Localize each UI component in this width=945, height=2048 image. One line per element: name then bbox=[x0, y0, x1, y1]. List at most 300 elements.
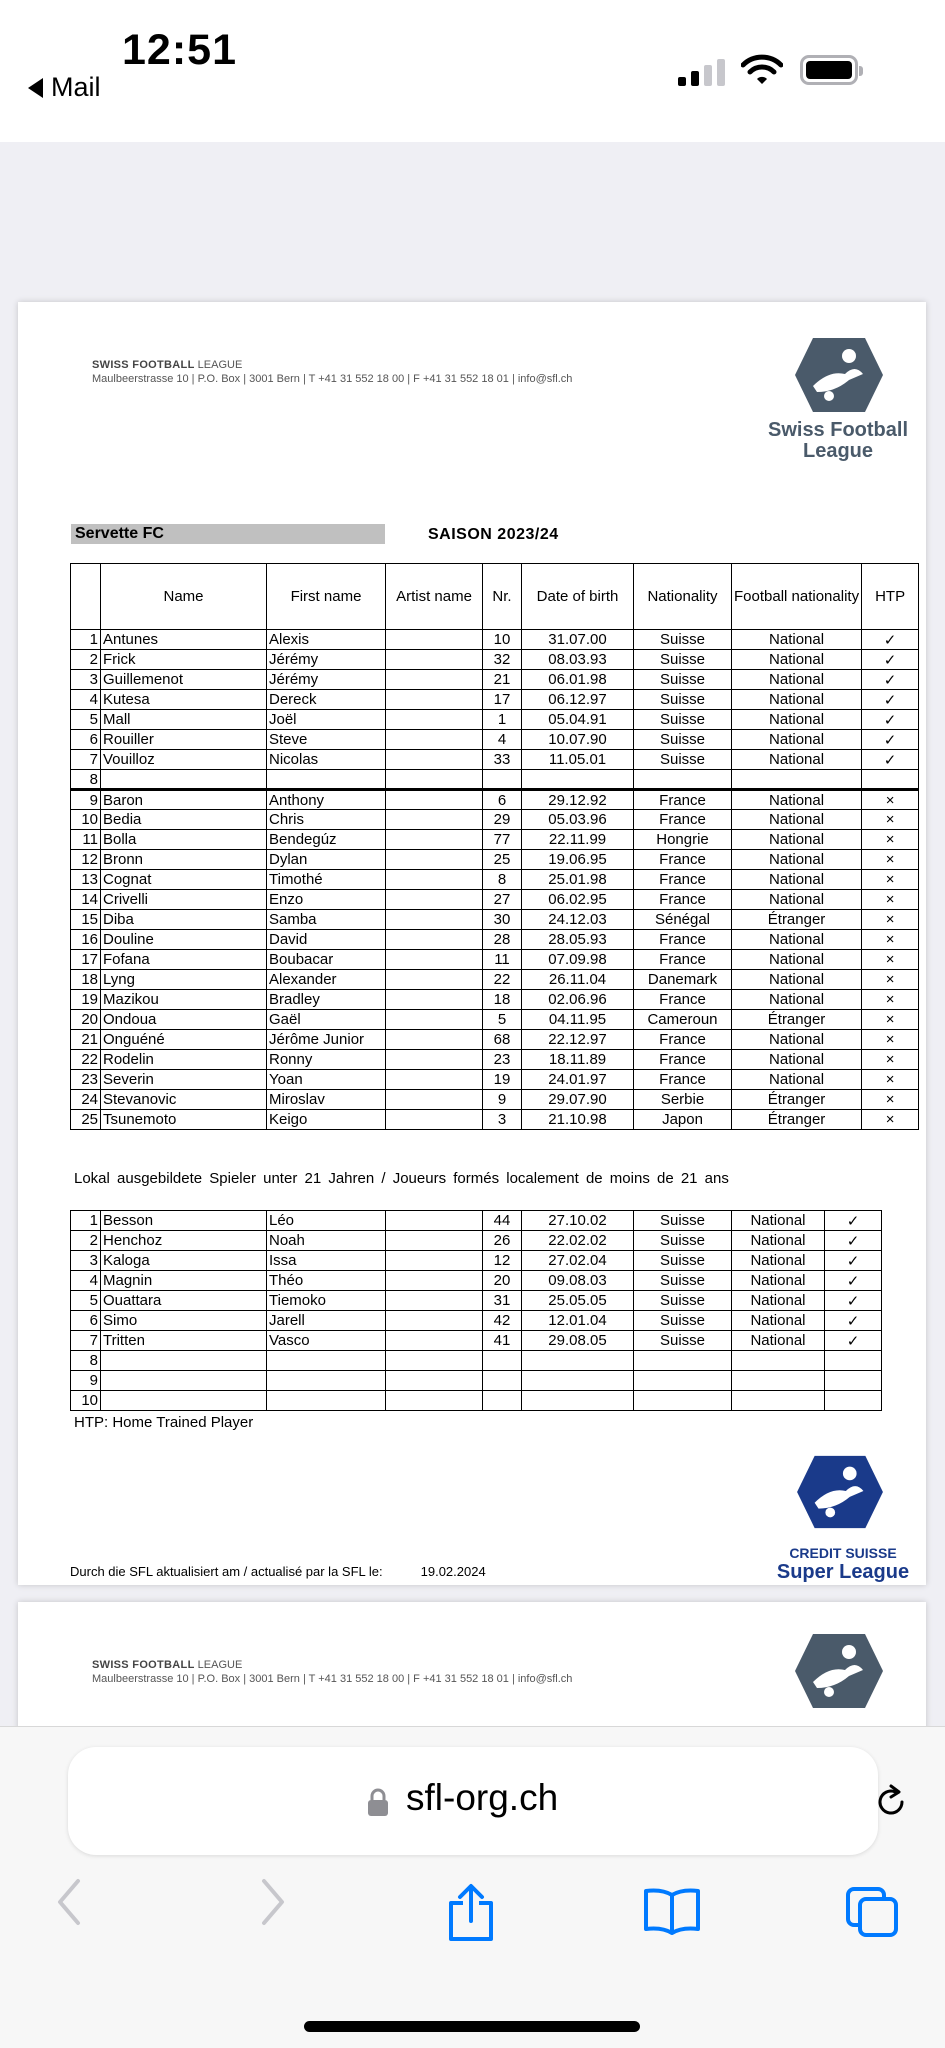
shirt-number-cell: 26 bbox=[483, 1231, 522, 1251]
nationality-cell: France bbox=[634, 930, 732, 950]
artist-name-cell bbox=[386, 970, 483, 990]
nationality-cell: Suisse bbox=[634, 1291, 732, 1311]
artist-name-cell bbox=[386, 670, 483, 690]
letterhead-org-suffix: LEAGUE bbox=[194, 359, 243, 371]
row-number-cell: 19 bbox=[71, 990, 101, 1010]
column-header-last-name: Name bbox=[101, 564, 267, 630]
lock-icon bbox=[366, 1787, 390, 1817]
updated-date: 19.02.2024 bbox=[420, 1564, 486, 1579]
artist-name-cell bbox=[386, 1291, 483, 1311]
first-name-cell: Gaël bbox=[267, 1010, 386, 1030]
htp-mark-cell: ✓ bbox=[862, 670, 919, 690]
reload-icon[interactable] bbox=[872, 1783, 910, 1821]
football-nationality-cell bbox=[732, 1391, 825, 1411]
football-nationality-cell: National bbox=[732, 1050, 862, 1070]
shirt-number-cell: 32 bbox=[483, 650, 522, 670]
football-nationality-cell: National bbox=[732, 1251, 825, 1271]
date-of-birth-cell: 09.08.03 bbox=[522, 1271, 634, 1291]
table-row bbox=[71, 1070, 919, 1090]
first-name-cell: Yoan bbox=[267, 1070, 386, 1090]
football-nationality-cell: National bbox=[732, 1331, 825, 1351]
artist-name-cell bbox=[386, 1251, 483, 1271]
last-name-cell: Simo bbox=[101, 1311, 267, 1331]
shirt-number-cell: 29 bbox=[483, 810, 522, 830]
htp-mark-cell: × bbox=[862, 1070, 919, 1090]
sfl-logo-line2: League bbox=[802, 440, 874, 462]
htp-mark-cell: × bbox=[862, 990, 919, 1010]
first-name-cell: Noah bbox=[267, 1231, 386, 1251]
first-name-cell: Timothé bbox=[267, 870, 386, 890]
first-name-cell: Enzo bbox=[267, 890, 386, 910]
table-row bbox=[71, 650, 919, 670]
htp-mark-cell: × bbox=[862, 810, 919, 830]
first-name-cell: Tiemoko bbox=[267, 1291, 386, 1311]
nationality-cell: Suisse bbox=[634, 1311, 732, 1331]
first-name-cell: Chris bbox=[267, 810, 386, 830]
shirt-number-cell: 4 bbox=[483, 730, 522, 750]
shirt-number-cell: 20 bbox=[483, 1271, 522, 1291]
row-number-cell: 4 bbox=[71, 1271, 101, 1291]
wifi-icon bbox=[741, 54, 783, 86]
sfl-logo-icon bbox=[793, 334, 885, 416]
nationality-cell: Suisse bbox=[634, 710, 732, 730]
htp-mark-cell bbox=[825, 1351, 882, 1371]
table-row bbox=[71, 910, 919, 930]
shirt-number-cell: 17 bbox=[483, 690, 522, 710]
table-row bbox=[71, 1331, 882, 1351]
table-row bbox=[71, 990, 919, 1010]
artist-name-cell bbox=[386, 1351, 483, 1371]
super-league-logo-line2: Super League bbox=[776, 1561, 910, 1583]
first-name-cell: Léo bbox=[267, 1211, 386, 1231]
last-name-cell: Lyng bbox=[101, 970, 267, 990]
shirt-number-cell: 3 bbox=[483, 1110, 522, 1130]
date-of-birth-cell: 29.07.90 bbox=[522, 1090, 634, 1110]
football-nationality-cell: Étranger bbox=[732, 1010, 862, 1030]
table-row bbox=[71, 870, 919, 890]
shirt-number-cell: 44 bbox=[483, 1211, 522, 1231]
last-name-cell: Diba bbox=[101, 910, 267, 930]
nationality-cell bbox=[634, 1351, 732, 1371]
pdf-page bbox=[18, 302, 926, 1585]
table-row bbox=[71, 1030, 919, 1050]
row-number-cell: 20 bbox=[71, 1010, 101, 1030]
nationality-cell bbox=[634, 1391, 732, 1411]
htp-mark-cell: ✓ bbox=[825, 1271, 882, 1291]
shirt-number-cell: 1 bbox=[483, 710, 522, 730]
letterhead bbox=[92, 358, 572, 386]
table-row bbox=[71, 770, 919, 790]
row-number-cell: 24 bbox=[71, 1090, 101, 1110]
artist-name-cell bbox=[386, 1070, 483, 1090]
date-of-birth-cell: 06.01.98 bbox=[522, 670, 634, 690]
column-header-first-name: First name bbox=[267, 564, 386, 630]
table-row bbox=[71, 1251, 882, 1271]
roster-table bbox=[70, 563, 919, 1130]
bookmarks-icon[interactable] bbox=[642, 1887, 702, 1935]
date-of-birth-cell: 04.11.95 bbox=[522, 1010, 634, 1030]
column-header-row-number bbox=[71, 564, 101, 630]
table-row bbox=[71, 1110, 919, 1130]
tabs-icon[interactable] bbox=[844, 1885, 900, 1939]
nationality-cell: Suisse bbox=[634, 690, 732, 710]
table-row bbox=[71, 1090, 919, 1110]
table-row bbox=[71, 790, 919, 810]
date-of-birth-cell: 06.12.97 bbox=[522, 690, 634, 710]
last-name-cell: Bolla bbox=[101, 830, 267, 850]
artist-name-cell bbox=[386, 710, 483, 730]
date-of-birth-cell: 22.11.99 bbox=[522, 830, 634, 850]
first-name-cell: Ronny bbox=[267, 1050, 386, 1070]
date-of-birth-cell: 24.12.03 bbox=[522, 910, 634, 930]
htp-mark-cell: ✓ bbox=[825, 1331, 882, 1351]
table-row bbox=[71, 1311, 882, 1331]
table-row bbox=[71, 1271, 882, 1291]
nationality-cell bbox=[634, 1371, 732, 1391]
artist-name-cell bbox=[386, 910, 483, 930]
address-bar[interactable] bbox=[68, 1747, 878, 1855]
shirt-number-cell: 21 bbox=[483, 670, 522, 690]
first-name-cell bbox=[267, 1351, 386, 1371]
last-name-cell: Douline bbox=[101, 930, 267, 950]
row-number-cell: 5 bbox=[71, 1291, 101, 1311]
shirt-number-cell bbox=[483, 770, 522, 790]
last-name-cell: Rouiller bbox=[101, 730, 267, 750]
first-name-cell: Alexis bbox=[267, 630, 386, 650]
htp-mark-cell: × bbox=[862, 950, 919, 970]
row-number-cell: 11 bbox=[71, 830, 101, 850]
back-nav-icon[interactable] bbox=[54, 1877, 84, 1927]
date-of-birth-cell: 21.10.98 bbox=[522, 1110, 634, 1130]
artist-name-cell bbox=[386, 850, 483, 870]
table-row bbox=[71, 1291, 882, 1311]
pdf-viewer[interactable] bbox=[0, 142, 945, 1726]
last-name-cell: Kutesa bbox=[101, 690, 267, 710]
football-nationality-cell: National bbox=[732, 830, 862, 850]
artist-name-cell bbox=[386, 810, 483, 830]
row-number-cell: 18 bbox=[71, 970, 101, 990]
football-nationality-cell: National bbox=[732, 710, 862, 730]
htp-mark-cell: ✓ bbox=[825, 1291, 882, 1311]
last-name-cell: Mazikou bbox=[101, 990, 267, 1010]
column-header-nationality: Nationality bbox=[634, 564, 732, 630]
football-nationality-cell bbox=[732, 770, 862, 790]
artist-name-cell bbox=[386, 1010, 483, 1030]
htp-mark-cell: ✓ bbox=[862, 690, 919, 710]
clock: 12:51 bbox=[122, 26, 237, 74]
back-label: Mail bbox=[51, 72, 101, 102]
nationality-cell: Suisse bbox=[634, 1271, 732, 1291]
artist-name-cell bbox=[386, 990, 483, 1010]
artist-name-cell bbox=[386, 870, 483, 890]
football-nationality-cell: National bbox=[732, 1231, 825, 1251]
date-of-birth-cell: 12.01.04 bbox=[522, 1311, 634, 1331]
table-row bbox=[71, 630, 919, 650]
letterhead-org-suffix: LEAGUE bbox=[194, 1659, 243, 1671]
artist-name-cell bbox=[386, 650, 483, 670]
column-header-football-nationality: Football nationality bbox=[732, 564, 862, 630]
nationality-cell: France bbox=[634, 950, 732, 970]
htp-mark-cell: × bbox=[862, 1030, 919, 1050]
forward-nav-icon[interactable] bbox=[258, 1877, 288, 1927]
last-name-cell: Antunes bbox=[101, 630, 267, 650]
artist-name-cell bbox=[386, 930, 483, 950]
shirt-number-cell bbox=[483, 1351, 522, 1371]
football-nationality-cell: National bbox=[732, 1311, 825, 1331]
shirt-number-cell: 28 bbox=[483, 930, 522, 950]
letterhead-org: SWISS FOOTBALL bbox=[92, 1659, 195, 1671]
row-number-cell: 2 bbox=[71, 650, 101, 670]
season-label: SAISON 2023/24 bbox=[428, 526, 559, 543]
shirt-number-cell: 22 bbox=[483, 970, 522, 990]
date-of-birth-cell: 31.07.00 bbox=[522, 630, 634, 650]
date-of-birth-cell: 25.01.98 bbox=[522, 870, 634, 890]
shirt-number-cell: 30 bbox=[483, 910, 522, 930]
shirt-number-cell: 77 bbox=[483, 830, 522, 850]
date-of-birth-cell: 25.05.05 bbox=[522, 1291, 634, 1311]
artist-name-cell bbox=[386, 1090, 483, 1110]
nationality-cell: Suisse bbox=[634, 1251, 732, 1271]
nationality-cell: France bbox=[634, 810, 732, 830]
row-number-cell: 1 bbox=[71, 630, 101, 650]
last-name-cell: Stevanovic bbox=[101, 1090, 267, 1110]
column-header-date-of-birth: Date of birth bbox=[522, 564, 634, 630]
nationality-cell: France bbox=[634, 790, 732, 810]
first-name-cell: Théo bbox=[267, 1271, 386, 1291]
htp-mark-cell: × bbox=[862, 890, 919, 910]
row-number-cell: 7 bbox=[71, 750, 101, 770]
last-name-cell: Magnin bbox=[101, 1271, 267, 1291]
home-indicator[interactable] bbox=[304, 2021, 640, 2032]
artist-name-cell bbox=[386, 1331, 483, 1351]
artist-name-cell bbox=[386, 1391, 483, 1411]
last-name-cell: Guillemenot bbox=[101, 670, 267, 690]
row-number-cell: 3 bbox=[71, 670, 101, 690]
artist-name-cell bbox=[386, 1231, 483, 1251]
first-name-cell: Samba bbox=[267, 910, 386, 930]
row-number-cell: 2 bbox=[71, 1231, 101, 1251]
nationality-cell: Suisse bbox=[634, 650, 732, 670]
column-header-shirt-number: Nr. bbox=[483, 564, 522, 630]
updated-line bbox=[70, 1564, 486, 1579]
shirt-number-cell: 42 bbox=[483, 1311, 522, 1331]
back-arrow-icon bbox=[28, 78, 43, 98]
table-row bbox=[71, 1231, 882, 1251]
battery-icon bbox=[800, 55, 858, 85]
football-nationality-cell: National bbox=[732, 1030, 862, 1050]
shirt-number-cell: 31 bbox=[483, 1291, 522, 1311]
nationality-cell: Suisse bbox=[634, 630, 732, 650]
first-name-cell: Anthony bbox=[267, 790, 386, 810]
first-name-cell: Jérémy bbox=[267, 670, 386, 690]
date-of-birth-cell: 02.06.96 bbox=[522, 990, 634, 1010]
row-number-cell: 6 bbox=[71, 1311, 101, 1331]
football-nationality-cell: National bbox=[732, 1070, 862, 1090]
htp-mark-cell: × bbox=[862, 850, 919, 870]
sfl-logo-text bbox=[753, 420, 923, 462]
first-name-cell: David bbox=[267, 930, 386, 950]
htp-mark-cell: ✓ bbox=[862, 750, 919, 770]
table-row bbox=[71, 670, 919, 690]
table-row bbox=[71, 810, 919, 830]
artist-name-cell bbox=[386, 1050, 483, 1070]
htp-mark-cell: ✓ bbox=[825, 1251, 882, 1271]
last-name-cell: Besson bbox=[101, 1211, 267, 1231]
url-text: sfl-org.ch bbox=[406, 1777, 559, 1818]
table-row bbox=[71, 930, 919, 950]
first-name-cell: Issa bbox=[267, 1251, 386, 1271]
artist-name-cell bbox=[386, 830, 483, 850]
row-number-cell: 25 bbox=[71, 1110, 101, 1130]
column-header-artist-name: Artist name bbox=[386, 564, 483, 630]
nationality-cell: Suisse bbox=[634, 1331, 732, 1351]
last-name-cell bbox=[101, 1371, 267, 1391]
row-number-cell: 23 bbox=[71, 1070, 101, 1090]
date-of-birth-cell: 27.10.02 bbox=[522, 1211, 634, 1231]
artist-name-cell bbox=[386, 1110, 483, 1130]
row-number-cell: 8 bbox=[71, 770, 101, 790]
football-nationality-cell: National bbox=[732, 890, 862, 910]
last-name-cell: Tsunemoto bbox=[101, 1110, 267, 1130]
row-number-cell: 9 bbox=[71, 790, 101, 810]
first-name-cell bbox=[267, 1391, 386, 1411]
htp-mark-cell: ✓ bbox=[825, 1311, 882, 1331]
shirt-number-cell: 10 bbox=[483, 630, 522, 650]
cellular-signal-icon bbox=[678, 60, 725, 86]
football-nationality-cell: National bbox=[732, 790, 862, 810]
last-name-cell: Frick bbox=[101, 650, 267, 670]
shirt-number-cell: 27 bbox=[483, 890, 522, 910]
row-number-cell: 12 bbox=[71, 850, 101, 870]
youth-caption: Lokal ausgebildete Spieler unter 21 Jahren / Joueurs formés localement de moins de 21 ans bbox=[74, 1170, 729, 1187]
htp-mark-cell: ✓ bbox=[862, 630, 919, 650]
shirt-number-cell: 5 bbox=[483, 1010, 522, 1030]
back-to-mail-button[interactable] bbox=[28, 72, 101, 103]
table-row bbox=[71, 1050, 919, 1070]
htp-note: HTP: Home Trained Player bbox=[74, 1414, 254, 1431]
nationality-cell: Hongrie bbox=[634, 830, 732, 850]
first-name-cell: Jarell bbox=[267, 1311, 386, 1331]
row-number-cell: 9 bbox=[71, 1371, 101, 1391]
first-name-cell: Boubacar bbox=[267, 950, 386, 970]
row-number-cell: 15 bbox=[71, 910, 101, 930]
nationality-cell: Suisse bbox=[634, 1231, 732, 1251]
football-nationality-cell: National bbox=[732, 950, 862, 970]
football-nationality-cell: Étranger bbox=[732, 910, 862, 930]
shirt-number-cell: 8 bbox=[483, 870, 522, 890]
shirt-number-cell: 33 bbox=[483, 750, 522, 770]
date-of-birth-cell: 24.01.97 bbox=[522, 1070, 634, 1090]
date-of-birth-cell: 22.12.97 bbox=[522, 1030, 634, 1050]
table-row bbox=[71, 1371, 882, 1391]
date-of-birth-cell: 06.02.95 bbox=[522, 890, 634, 910]
row-number-cell: 7 bbox=[71, 1331, 101, 1351]
letterhead-address: Maulbeerstrasse 10 | P.O. Box | 3001 Bern | T +41 31 552 18 00 | F +41 31 552 18 01 | info@sfl.ch bbox=[92, 1673, 573, 1685]
shirt-number-cell bbox=[483, 1391, 522, 1411]
row-number-cell: 16 bbox=[71, 930, 101, 950]
first-name-cell: Vasco bbox=[267, 1331, 386, 1351]
last-name-cell: Baron bbox=[101, 790, 267, 810]
football-nationality-cell: National bbox=[732, 690, 862, 710]
nationality-cell: Suisse bbox=[634, 730, 732, 750]
first-name-cell: Alexander bbox=[267, 970, 386, 990]
football-nationality-cell: National bbox=[732, 970, 862, 990]
last-name-cell: Rodelin bbox=[101, 1050, 267, 1070]
super-league-logo-icon bbox=[795, 1452, 885, 1532]
artist-name-cell bbox=[386, 730, 483, 750]
football-nationality-cell: Étranger bbox=[732, 1090, 862, 1110]
last-name-cell bbox=[101, 1391, 267, 1411]
table-row bbox=[71, 1391, 882, 1411]
football-nationality-cell: National bbox=[732, 850, 862, 870]
nationality-cell: France bbox=[634, 870, 732, 890]
first-name-cell bbox=[267, 770, 386, 790]
football-nationality-cell bbox=[732, 1371, 825, 1391]
date-of-birth-cell: 22.02.02 bbox=[522, 1231, 634, 1251]
htp-mark-cell: × bbox=[862, 910, 919, 930]
row-number-cell: 4 bbox=[71, 690, 101, 710]
last-name-cell bbox=[101, 770, 267, 790]
htp-mark-cell bbox=[825, 1391, 882, 1411]
football-nationality-cell: National bbox=[732, 630, 862, 650]
first-name-cell bbox=[267, 1371, 386, 1391]
share-icon[interactable] bbox=[446, 1883, 496, 1943]
nationality-cell: Serbie bbox=[634, 1090, 732, 1110]
nationality-cell: Suisse bbox=[634, 1211, 732, 1231]
nationality-cell: Suisse bbox=[634, 670, 732, 690]
row-number-cell: 5 bbox=[71, 710, 101, 730]
first-name-cell: Nicolas bbox=[267, 750, 386, 770]
last-name-cell: Cognat bbox=[101, 870, 267, 890]
table-row bbox=[71, 950, 919, 970]
football-nationality-cell: National bbox=[732, 1211, 825, 1231]
artist-name-cell bbox=[386, 750, 483, 770]
table-row bbox=[71, 890, 919, 910]
last-name-cell: Bedia bbox=[101, 810, 267, 830]
nationality-cell: France bbox=[634, 850, 732, 870]
date-of-birth-cell: 18.11.89 bbox=[522, 1050, 634, 1070]
htp-mark-cell: × bbox=[862, 1110, 919, 1130]
super-league-logo-line1: CREDIT SUISSE bbox=[789, 1545, 897, 1561]
football-nationality-cell: National bbox=[732, 1291, 825, 1311]
htp-mark-cell: × bbox=[862, 970, 919, 990]
table-row bbox=[71, 730, 919, 750]
first-name-cell: Dylan bbox=[267, 850, 386, 870]
nationality-cell: Cameroun bbox=[634, 1010, 732, 1030]
first-name-cell: Bradley bbox=[267, 990, 386, 1010]
first-name-cell: Bendegúz bbox=[267, 830, 386, 850]
artist-name-cell bbox=[386, 1030, 483, 1050]
first-name-cell: Steve bbox=[267, 730, 386, 750]
row-number-cell: 6 bbox=[71, 730, 101, 750]
date-of-birth-cell bbox=[522, 770, 634, 790]
shirt-number-cell: 11 bbox=[483, 950, 522, 970]
artist-name-cell bbox=[386, 1311, 483, 1331]
artist-name-cell bbox=[386, 630, 483, 650]
first-name-cell: Jérôme Junior bbox=[267, 1030, 386, 1050]
youth-roster-table bbox=[70, 1210, 882, 1411]
table-row bbox=[71, 1351, 882, 1371]
artist-name-cell bbox=[386, 950, 483, 970]
last-name-cell: Onguéné bbox=[101, 1030, 267, 1050]
htp-mark-cell: × bbox=[862, 1010, 919, 1030]
row-number-cell: 17 bbox=[71, 950, 101, 970]
row-number-cell: 22 bbox=[71, 1050, 101, 1070]
super-league-logo-text bbox=[758, 1544, 928, 1582]
last-name-cell: Ondoua bbox=[101, 1010, 267, 1030]
nationality-cell: Japon bbox=[634, 1110, 732, 1130]
last-name-cell: Vouilloz bbox=[101, 750, 267, 770]
